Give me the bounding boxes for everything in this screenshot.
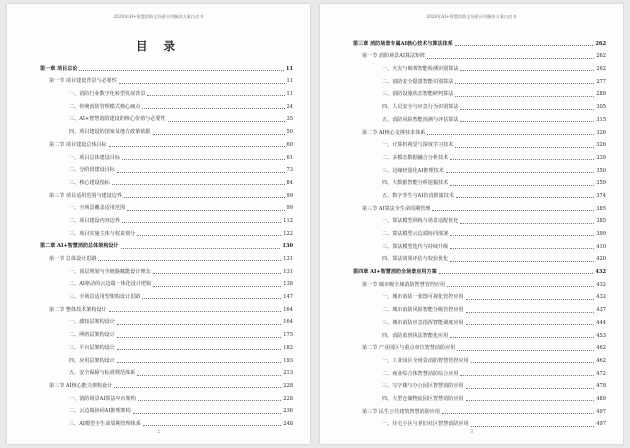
- toc-entry-page: 112: [283, 217, 293, 224]
- toc-entry-title: 一、算法模型训练与场景适配优化: [382, 218, 459, 225]
- dot-leader: [117, 172, 285, 173]
- toc-entry-page: 147: [283, 294, 293, 301]
- toc-subsection-entry[interactable]: [40, 339, 293, 352]
- page-header: 2026年AI+智慧消防全场景应用解决方案白皮书: [426, 14, 517, 19]
- dot-leader: [153, 286, 281, 287]
- dot-leader: [450, 159, 594, 160]
- toc-entry-page: 399: [596, 231, 606, 237]
- toc-subsection-entry[interactable]: [353, 365, 606, 378]
- dot-leader: [447, 286, 594, 287]
- toc-title: 目 录: [135, 39, 181, 53]
- dot-leader: [450, 235, 594, 236]
- toc-entry-page: 339: [596, 154, 606, 161]
- dot-leader: [466, 400, 595, 401]
- toc-entry-page: 24: [286, 103, 293, 110]
- toc-entry-title: 第三章 消防场景专属AI核心技术与算法体系: [353, 40, 453, 47]
- dot-leader: [143, 425, 281, 426]
- toc-entry-page: 50: [286, 129, 293, 136]
- toc-subsection-entry[interactable]: [40, 352, 293, 365]
- toc-subsection-entry[interactable]: [353, 98, 606, 111]
- toc-entry-title: 四、人员安全与应急行为识别算法: [382, 104, 459, 111]
- toc-entry-page: 326: [596, 142, 606, 149]
- dot-leader: [114, 387, 281, 388]
- toc-subsection-entry[interactable]: [353, 149, 606, 162]
- dot-leader: [98, 260, 281, 261]
- toc-entry-title: 一、城市消防一张图可视化管控应用: [382, 294, 464, 301]
- dot-leader: [153, 273, 282, 274]
- dot-leader: [466, 388, 595, 389]
- toc-entry-title: 二、多模态数据融合分析技术: [382, 154, 449, 161]
- toc-entry-page: 175: [283, 332, 293, 339]
- toc-entry-page: 213: [283, 370, 293, 377]
- dot-leader: [466, 324, 595, 325]
- toc-entry-page: 122: [283, 230, 293, 237]
- toc-entry-title: 五、数字孪生与AI仿真推演技术: [382, 192, 454, 199]
- dot-leader: [142, 298, 281, 299]
- toc-entry-page: 437: [596, 307, 606, 314]
- dot-leader: [142, 108, 284, 109]
- toc-entry-title: 二、消防安全隐患智能识别算法: [382, 78, 454, 85]
- toc-subsection-entry[interactable]: [40, 98, 293, 111]
- toc-entry-title: 二、城市消防风险智能分级管控应用: [382, 307, 464, 314]
- dot-leader: [117, 349, 281, 350]
- toc-entry-title: 三、平台层架构设计: [69, 344, 115, 351]
- toc-entry-title: 一、火灾与烟雾智能检测识别算法: [382, 66, 459, 73]
- toc-entry-page: 131: [283, 268, 293, 275]
- dot-leader: [457, 350, 594, 351]
- dot-leader: [455, 96, 594, 97]
- toc-entry-title: 三、算法模型迭代与持续升级: [382, 243, 449, 250]
- toc-entry-title: 二、分阶段建设目标: [69, 167, 115, 174]
- toc-entry-title: 三、AI模型全生命周期管理体系: [69, 420, 141, 427]
- dot-leader: [427, 58, 594, 59]
- dot-leader: [460, 121, 594, 122]
- toc-section-entry[interactable]: [353, 200, 606, 213]
- toc-list: [40, 60, 293, 428]
- toc-entry-title: 五、消防风险智能预测与评估算法: [382, 116, 459, 123]
- toc-entry-title: 四、项目建设的国家及地方政策依据: [69, 129, 151, 136]
- dot-leader: [117, 324, 281, 325]
- toc-entry-page: 326: [596, 129, 606, 136]
- toc-entry-title: 一、住宅小区与老旧社区智慧消防应用: [382, 421, 469, 428]
- dot-leader: [439, 273, 594, 274]
- dot-leader: [460, 375, 594, 376]
- dot-leader: [455, 83, 594, 84]
- toc-subsection-entry[interactable]: [353, 301, 606, 314]
- dot-leader: [460, 109, 594, 110]
- toc-entry-page: 385: [596, 205, 606, 212]
- toc-section-entry[interactable]: [40, 136, 293, 149]
- toc-entry-page: 193: [283, 357, 293, 364]
- toc-entry-title: 第二章 AI+智慧消防总体架构设计: [40, 243, 119, 250]
- toc-entry-page: 262: [596, 53, 606, 60]
- dot-leader: [121, 248, 281, 249]
- toc-entry-title: 第三节 民生公共建筑智慧消防应用: [362, 408, 441, 415]
- toc-page-left: [7, 4, 310, 444]
- toc-entry-title: 四、算法效果评估与校验优化: [382, 256, 449, 263]
- dot-leader: [168, 121, 285, 122]
- toc-entry-title: 四、应用层架构设计: [69, 357, 115, 364]
- page-header: 2026年AI+智慧消防全场景应用解决方案白皮书: [113, 14, 204, 19]
- toc-entry-title: 一、消防行业数字化转型发展背景: [69, 91, 146, 98]
- toc-list: [353, 35, 606, 428]
- toc-subsection-entry[interactable]: [353, 225, 606, 238]
- toc-entry-title: 三、AI+智慧消防建设的核心价值与必要性: [69, 116, 166, 123]
- dot-leader: [137, 375, 281, 376]
- toc-entry-page: 497: [596, 408, 606, 415]
- toc-entry-title: 四、消防监督执法智能化应用: [382, 332, 449, 339]
- toc-entry-title: 第三节 AI核心能力架构设计: [49, 382, 113, 389]
- toc-subsection-entry[interactable]: [40, 212, 293, 225]
- dot-leader: [446, 172, 595, 173]
- toc-entry-page: 262: [595, 40, 606, 47]
- toc-subsection-entry[interactable]: [353, 111, 606, 124]
- toc-subsection-entry[interactable]: [353, 378, 606, 391]
- toc-entry-page: 432: [596, 281, 606, 288]
- toc-section-entry[interactable]: [353, 403, 606, 416]
- dot-leader: [456, 197, 594, 198]
- toc-subsection-entry[interactable]: [40, 326, 293, 339]
- toc-entry-page: 385: [596, 218, 606, 225]
- toc-entry-title: 二、项目建设内容边界: [69, 217, 120, 224]
- dot-leader: [117, 337, 281, 338]
- toc-subsection-entry[interactable]: [40, 225, 293, 238]
- toc-subsection-entry[interactable]: [40, 403, 293, 416]
- toc-entry-title: 三、写字楼与办公园区智慧消防应用: [382, 383, 464, 390]
- dot-leader: [137, 235, 281, 236]
- dot-leader: [122, 222, 281, 223]
- toc-section-entry[interactable]: [353, 276, 606, 289]
- dot-leader: [432, 210, 594, 211]
- toc-section-entry[interactable]: [40, 377, 293, 390]
- dot-leader: [79, 70, 283, 71]
- toc-subsection-entry[interactable]: [40, 390, 293, 403]
- toc-entry-page: 99: [286, 192, 293, 199]
- dot-leader: [138, 400, 281, 401]
- toc-entry-page: 131: [283, 256, 293, 262]
- toc-entry-title: 三、城市消防应急指挥智能调度应用: [382, 319, 464, 326]
- dot-leader: [122, 159, 285, 160]
- toc-chapter-entry[interactable]: [353, 263, 606, 276]
- toc-entry-page: 453: [596, 332, 606, 339]
- toc-section-entry[interactable]: [40, 73, 293, 86]
- toc-section-entry[interactable]: [353, 48, 606, 61]
- toc-entry-title: 第三节 项目适用范围与建设边界: [49, 192, 122, 199]
- toc-subsection-entry[interactable]: [353, 352, 606, 365]
- toc-entry-title: 二、算法模型云边端协同部署: [382, 231, 449, 237]
- toc-entry-page: 305: [596, 104, 606, 111]
- toc-entry-page: 432: [595, 269, 606, 276]
- toc-entry-page: 73: [286, 167, 293, 174]
- toc-subsection-entry[interactable]: [40, 263, 293, 276]
- dot-leader: [460, 223, 594, 224]
- toc-entry-title: 一、顶层规划与全链路赋能设计理念: [69, 268, 151, 275]
- toc-section-entry[interactable]: [40, 301, 293, 314]
- dot-leader: [450, 337, 594, 338]
- toc-entry-page: 462: [596, 345, 606, 352]
- toc-subsection-entry[interactable]: [353, 314, 606, 327]
- toc-subsection-entry[interactable]: [40, 365, 293, 378]
- toc-subsection-entry[interactable]: [353, 289, 606, 302]
- dot-leader: [450, 185, 594, 186]
- toc-subsection-entry[interactable]: [353, 86, 606, 99]
- toc-subsection-entry[interactable]: [40, 415, 293, 428]
- toc-subsection-entry[interactable]: [353, 73, 606, 86]
- toc-entry-page: 489: [596, 395, 606, 402]
- toc-subsection-entry[interactable]: [40, 162, 293, 175]
- dot-leader: [109, 311, 282, 312]
- toc-entry-title: 三、边缘轻量化AI推理技术: [382, 167, 444, 174]
- toc-entry-title: 第一章 项目总论: [40, 65, 78, 72]
- toc-subsection-entry[interactable]: [40, 314, 293, 327]
- toc-entry-page: 420: [596, 256, 606, 263]
- toc-entry-page: 130: [282, 243, 293, 250]
- toc-entry-page: 248: [283, 420, 293, 427]
- dot-leader: [471, 362, 595, 363]
- toc-subsection-entry[interactable]: [353, 327, 606, 340]
- dot-leader: [450, 248, 594, 249]
- toc-entry-page: 277: [596, 78, 606, 85]
- toc-entry-page: 432: [596, 294, 606, 301]
- toc-entry-title: 二、网络层架构设计: [69, 332, 115, 339]
- toc-entry-page: 497: [596, 421, 606, 428]
- page-number: 2: [157, 430, 160, 435]
- dot-leader: [119, 83, 285, 84]
- dot-leader: [109, 146, 285, 147]
- dot-leader: [427, 134, 594, 135]
- toc-subsection-entry[interactable]: [353, 416, 606, 429]
- toc-subsection-entry[interactable]: [353, 60, 606, 73]
- toc-entry-page: 410: [596, 243, 606, 250]
- toc-subsection-entry[interactable]: [40, 200, 293, 213]
- toc-entry-title: 三、消防设施状态智能研判算法: [382, 91, 454, 98]
- toc-subsection-entry[interactable]: [353, 187, 606, 200]
- toc-entry-page: 61: [286, 154, 293, 161]
- toc-entry-title: 第三节 AI算法全生命周期管理: [362, 205, 431, 212]
- toc-subsection-entry[interactable]: [40, 288, 293, 301]
- toc-entry-page: 60: [286, 141, 293, 148]
- toc-entry-page: 359: [596, 180, 606, 187]
- toc-section-entry[interactable]: [353, 340, 606, 353]
- toc-subsection-entry[interactable]: [353, 213, 606, 226]
- toc-subsection-entry[interactable]: [353, 162, 606, 175]
- toc-entry-page: 99: [286, 205, 293, 212]
- toc-entry-title: 一、感知层架构设计: [69, 319, 115, 326]
- toc-subsection-entry[interactable]: [353, 137, 606, 150]
- toc-entry-title: 第二节 整体技术架构设计: [49, 306, 107, 313]
- dot-leader: [153, 134, 285, 135]
- toc-chapter-entry[interactable]: [40, 238, 293, 251]
- toc-subsection-entry[interactable]: [353, 175, 606, 188]
- dot-leader: [127, 210, 284, 211]
- dot-leader: [455, 147, 594, 148]
- dot-leader: [455, 45, 594, 46]
- dot-leader: [466, 299, 595, 300]
- toc-entry-title: 二、AI驱动的云边端一体化设计逻辑: [69, 281, 152, 288]
- toc-chapter-entry[interactable]: [353, 35, 606, 48]
- toc-entry-page: 444: [596, 319, 606, 326]
- toc-entry-title: 第一节 消防场景AI算法矩阵: [362, 53, 426, 60]
- toc-entry-page: 228: [283, 395, 293, 402]
- toc-subsection-entry[interactable]: [353, 390, 606, 403]
- dot-leader: [450, 261, 594, 262]
- dot-leader: [133, 413, 282, 414]
- toc-entry-page: 11: [285, 65, 293, 72]
- toc-entry-title: 第一节 总体设计思路: [49, 256, 97, 262]
- toc-entry-page: 11: [286, 91, 293, 98]
- toc-entry-page: 350: [596, 167, 606, 174]
- toc-entry-title: 第四章 AI+智慧消防全场景应用方案: [353, 269, 437, 276]
- toc-subsection-entry[interactable]: [40, 174, 293, 187]
- dot-leader: [124, 197, 285, 198]
- toc-subsection-entry[interactable]: [40, 111, 293, 124]
- toc-section-entry[interactable]: [40, 187, 293, 200]
- toc-subsection-entry[interactable]: [353, 238, 606, 251]
- toc-entry-page: 182: [283, 344, 293, 351]
- toc-section-entry[interactable]: [353, 124, 606, 137]
- toc-entry-title: 二、传统消防管理模式核心痛点: [69, 103, 141, 110]
- toc-entry-title: 一、消防场景AI算法中台架构: [69, 395, 136, 402]
- dot-leader: [466, 312, 595, 313]
- toc-entry-title: 第一节 项目建设背景与必要性: [49, 78, 117, 85]
- toc-entry-title: 四、大型仓储物流园区智慧消防应用: [382, 395, 464, 402]
- toc-entry-title: 四、大数据智能分析挖掘技术: [382, 180, 449, 187]
- toc-entry-title: 二、云边端协同AI推理架构: [69, 408, 131, 415]
- toc-entry-title: 第一节 城市级全域消防智慧管控应用: [362, 281, 446, 288]
- dot-leader: [112, 184, 285, 185]
- dot-leader: [147, 95, 284, 96]
- toc-subsection-entry[interactable]: [40, 149, 293, 162]
- toc-page-right: [320, 4, 623, 444]
- toc-subsection-entry[interactable]: [353, 251, 606, 264]
- toc-section-entry[interactable]: [40, 250, 293, 263]
- toc-subsection-entry[interactable]: [40, 85, 293, 98]
- toc-entry-page: 315: [596, 116, 606, 123]
- dot-leader: [471, 426, 595, 427]
- toc-chapter-entry[interactable]: [40, 60, 293, 73]
- toc-entry-page: 164: [283, 319, 293, 326]
- toc-entry-page: 11: [286, 78, 293, 85]
- toc-entry-title: 三、项目实施主体与权责划分: [69, 230, 136, 237]
- page-number: 3: [470, 430, 473, 435]
- toc-entry-title: 一、计算机视觉与深度学习技术: [382, 142, 454, 149]
- toc-entry-title: 第二节 产业园区与重点单位智慧消防应用: [362, 345, 456, 352]
- toc-entry-page: 228: [283, 382, 293, 389]
- toc-entry-title: 五、安全保障与标准规范体系: [69, 370, 136, 377]
- toc-entry-title: 三、全场景适用型架构设计思路: [69, 294, 141, 301]
- toc-entry-page: 472: [596, 370, 606, 377]
- toc-entry-title: 第二节 AI核心支撑技术体系: [362, 129, 426, 136]
- toc-entry-page: 236: [283, 408, 293, 415]
- toc-entry-page: 262: [596, 66, 606, 73]
- toc-entry-page: 478: [596, 383, 606, 390]
- toc-entry-page: 462: [596, 357, 606, 364]
- toc-entry-page: 84: [286, 179, 293, 186]
- toc-subsection-entry[interactable]: [40, 123, 293, 136]
- dot-leader: [460, 70, 594, 71]
- toc-entry-title: 一、工业园区全场景消防智慧管控应用: [382, 357, 469, 364]
- dot-leader: [442, 413, 594, 414]
- toc-entry-title: 第二节 项目建设总体目标: [49, 141, 107, 148]
- toc-entry-title: 三、核心建设指标: [69, 179, 110, 186]
- toc-entry-page: 35: [286, 116, 293, 123]
- toc-entry-title: 二、商业综合体智慧消防综合应用: [382, 370, 459, 377]
- toc-entry-page: 374: [596, 192, 606, 199]
- dot-leader: [117, 362, 281, 363]
- toc-entry-page: 138: [283, 281, 293, 288]
- toc-entry-title: 一、项目总体建设目标: [69, 154, 120, 161]
- toc-entry-page: 288: [596, 91, 606, 98]
- toc-subsection-entry[interactable]: [40, 276, 293, 289]
- toc-entry-page: 164: [283, 306, 293, 313]
- toc-entry-title: 一、全场景覆盖适用范围: [69, 205, 126, 212]
